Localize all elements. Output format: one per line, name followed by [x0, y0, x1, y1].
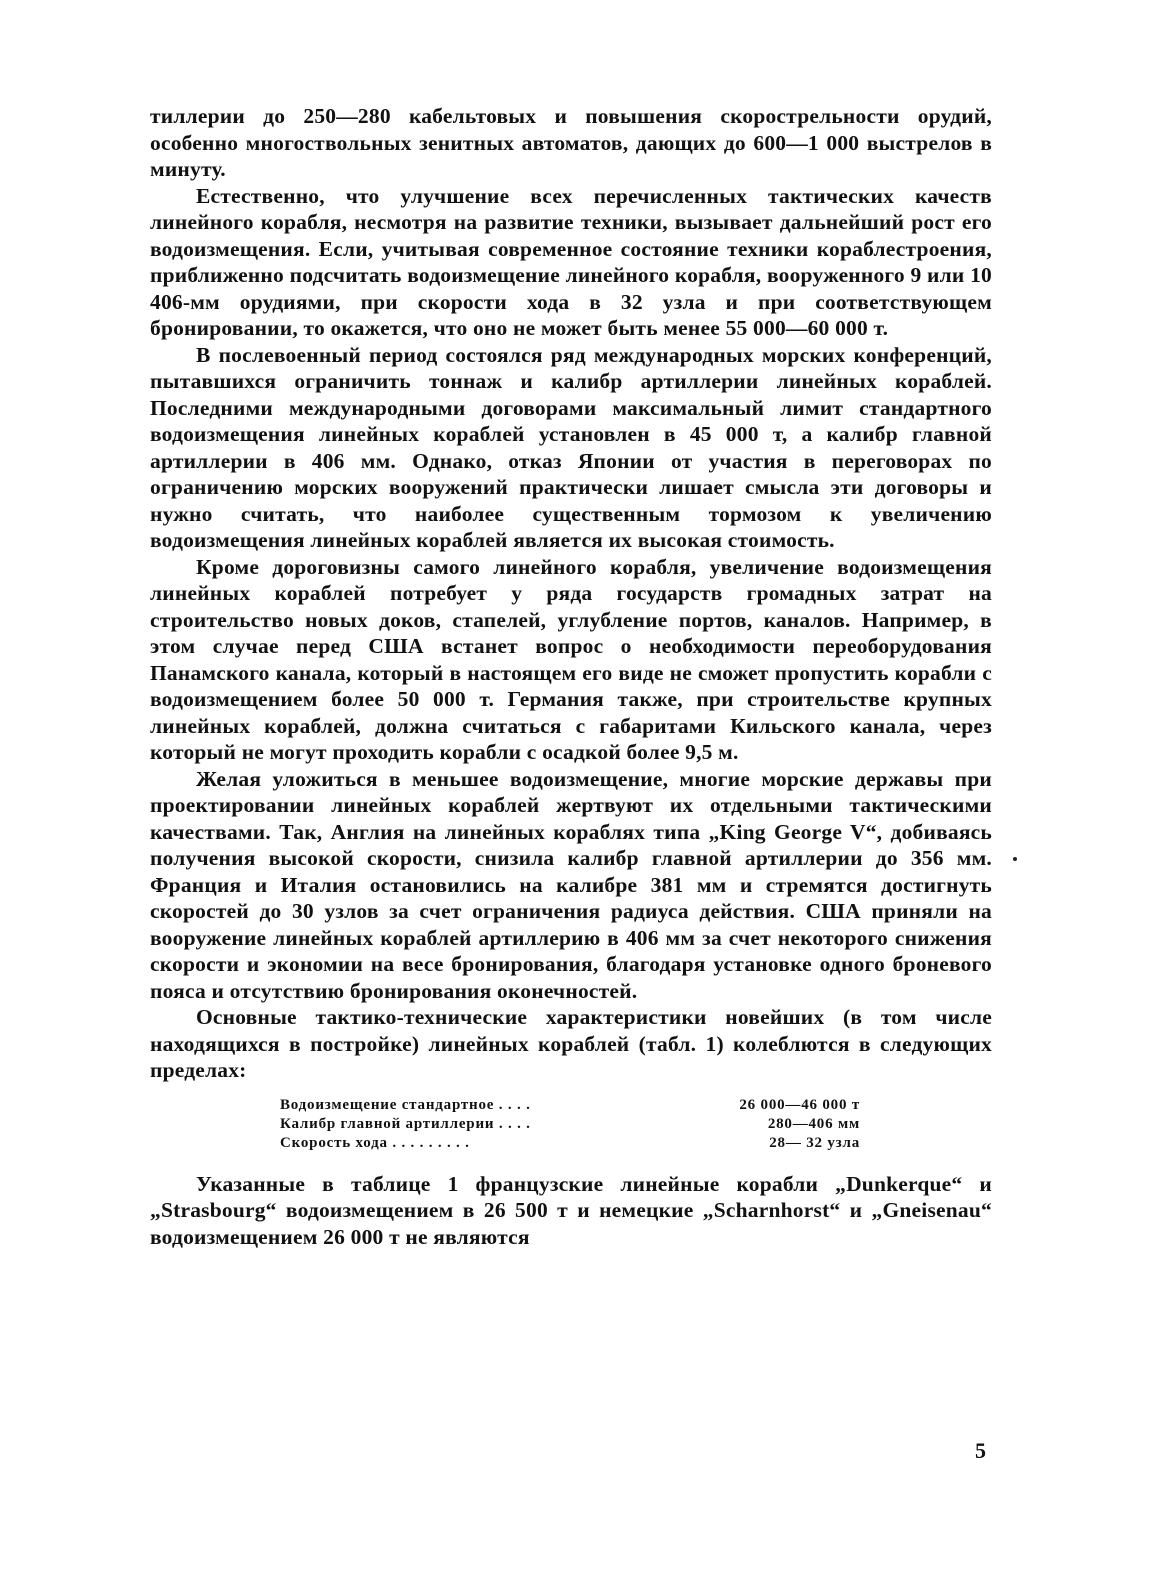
paragraph-2: Естественно, что улучшение всех перечисленных тактических качеств линейного корабля, несмотря на развитие техники, вызывает дальнейший рост его водоизмещения. Если, учитывая современное состояние техники кораблестроения, приближенно подсчитать водоизмещение линейного корабля, вооруженного 9 или 10 406-мм орудиями, при скорости хода в 32 узла и при соответствующем бронировании, то окажется, что оно не может быть менее 55 000—60 000 т. — [150, 183, 992, 340]
paragraph-closing: Указанные в таблице 1 французские линейные корабли „Dunkerque“ и „Strasbourg“ водоизмещением в 26 500 т и немецкие „Scharnhorst“ и „Gneisenau“ водоизмещением 26 000 т не являются — [150, 1171, 992, 1249]
spec-label: Калибр главной артиллерии . . . . — [280, 1115, 531, 1132]
spec-row-displacement — [280, 1096, 860, 1115]
page-body — [150, 103, 992, 1250]
spec-row-caliber — [280, 1115, 860, 1134]
spec-value: 28— 32 узла — [769, 1134, 860, 1151]
paragraph-5: Желая уложиться в меньшее водоизмещение, многие морские державы при проектировании линейных кораблей жертвуют их отдельными тактическими качествами. Так, Англия на линейных кораблях типа „King George V“, добиваясь получения высокой скорости, снизила калибр главной артиллерии до 356 мм. Франция и Италия остановились на калибре 381 мм и стремятся достигнуть скоростей до 30 узлов за счет ограничения радиуса действия. США приняли на вооружение линейных кораблей артиллерию в 406 мм за счет некоторого снижения скорости и экономии на весе бронирования, благодаря установке одного броневого пояса и отсутствию бронирования оконечностей. — [150, 766, 992, 1003]
spec-row-speed — [280, 1134, 860, 1153]
paragraph-1: тиллерии до 250—280 кабельтовых и повышения скорострельности орудий, особенно многоствольных зенитных автоматов, дающих до 600—1 000 выстрелов в минуту. — [150, 104, 992, 181]
spec-value: 26 000—46 000 т — [739, 1096, 860, 1113]
paragraph-3: В послевоенный период состоялся ряд международных морских конференций, пытавшихся ограничить тоннаж и калибр артиллерии линейных кораблей. Последними международными договорами максимальный лимит стандартного водоизмещения линейных кораблей установлен в 45 000 т, а калибр главной артиллерии в 406 мм. Однако, отказ Японии от участия в переговорах по ограничению морских вооружений практически лишает смысла эти договоры и нужно считать, что наиболее существенным тормозом к увеличению водоизмещения линейных кораблей является их высокая стоимость. — [150, 342, 992, 552]
page-number: 5 — [975, 1438, 986, 1463]
specifications-table — [280, 1096, 860, 1153]
spec-label: Водоизмещение стандартное . . . . — [280, 1096, 531, 1113]
paragraph-4: Кроме дороговизны самого линейного корабля, увеличение водоизмещения линейных кораблей потребует у ряда государств громадных затрат на строительство новых доков, стапелей, углубление портов, каналов. Например, в этом случае перед США встанет вопрос о необходимости переоборудования Панамского канала, который в настоящем его виде не сможет пропустить корабли с водоизмещением более 50 000 т. Германия также, при строительстве крупных линейных кораблей, должна считаться с габаритами Кильского канала, через который не могут проходить корабли с осадкой более 9,5 м. — [150, 554, 992, 764]
scan-speck — [1013, 857, 1017, 861]
spec-value: 280—406 мм — [767, 1115, 860, 1132]
spec-label: Скорость хода . . . . . . . . . — [280, 1134, 470, 1151]
paragraph-6: Основные тактико-технические характеристики новейших (в том числе находящихся в постройке) линейных кораблей (табл. 1) колеблются в следующих пределах: — [150, 1005, 992, 1082]
